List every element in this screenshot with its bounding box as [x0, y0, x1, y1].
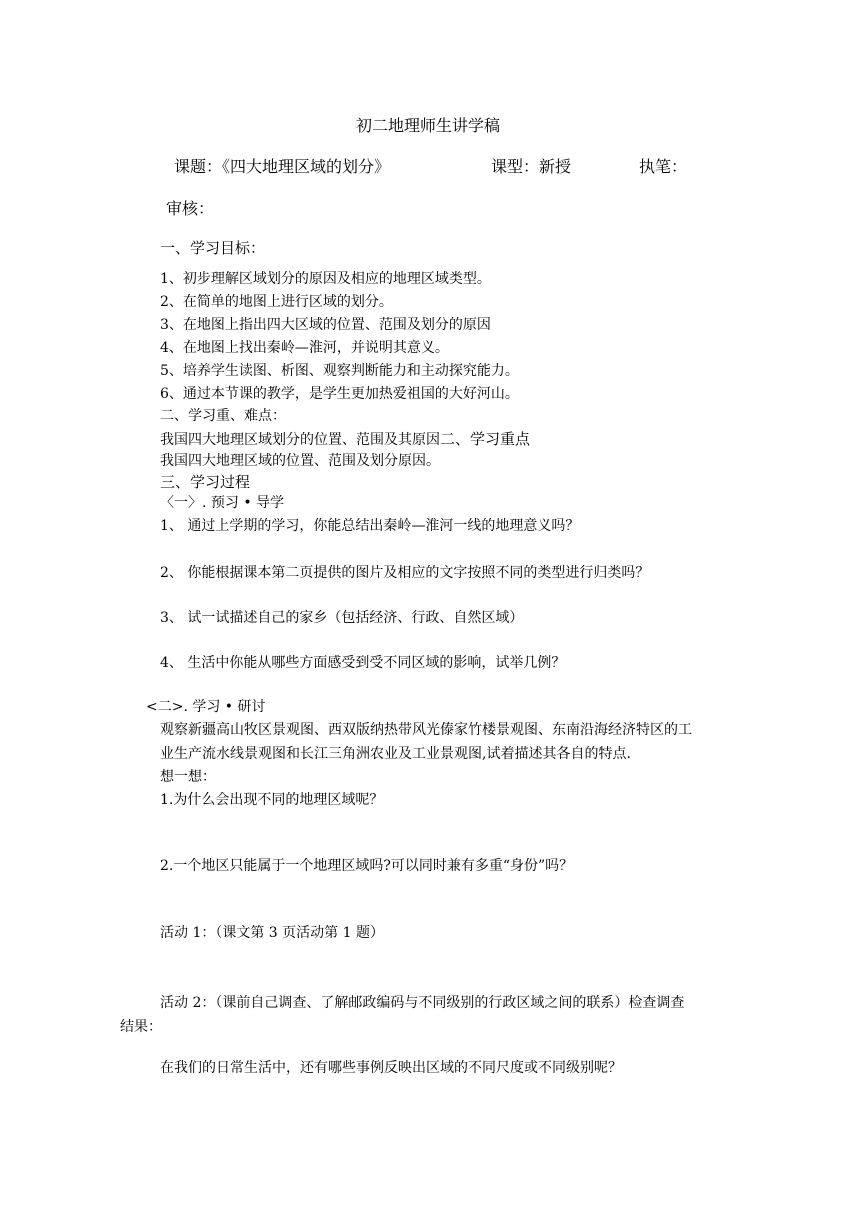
think-question: 1.为什么会出现不同的地理区域呢？ — [160, 792, 384, 808]
objective-item: 2、在简单的地图上进行区域的划分。 — [160, 294, 393, 310]
preview-question: 1、 通过上学期的学习，你能总结出秦岭—淮河一线的地理意义吗？ — [160, 518, 580, 534]
objective-item: 4、在地图上找出秦岭—淮河，并说明其意义。 — [160, 340, 449, 356]
objective-item: 3、在地图上指出四大区域的位置、范围及划分的原因 — [160, 317, 491, 333]
section1-heading: 一、学习目标： — [160, 239, 266, 257]
section2-heading: 二、学习重、难点： — [160, 408, 286, 424]
key-points-text: 我国四大地理区域划分的位置、范围及其原因 — [160, 432, 440, 448]
final-question: 在我们的日常生活中，还有哪些事例反映出区域的不同尺度或不同级别呢？ — [160, 1060, 622, 1076]
key-points-heading: 二、学习重点 — [440, 430, 531, 448]
part2-heading: <二>. 学习 • 研讨 — [146, 699, 266, 715]
activity-2-continued: 结果： — [120, 1019, 162, 1035]
lesson-type: 课型：新授 — [491, 157, 572, 176]
activity-1: 活动 1：（课文第 3 页活动第 1 题） — [160, 925, 384, 941]
objective-item: 6、通过本节课的教学，是学生更加热爱祖国的大好河山。 — [160, 386, 519, 402]
activity-2: 活动 2：（课前自己调查、了解邮政编码与不同级别的行政区域之间的联系）检查调查 — [160, 995, 685, 1011]
part1-heading: 〈一〉. 预习 • 导学 — [160, 495, 285, 511]
think-heading: 想一想： — [160, 769, 216, 785]
observe-text: 观察新疆高山牧区景观图、西双版纳热带风光傣家竹楼景观图、东南沿海经济特区的工 — [160, 722, 692, 738]
think-question: 2.一个地区只能属于一个地理区域吗?可以同时兼有多重“身份”吗？ — [160, 858, 574, 874]
objective-item: 5、培养学生读图、析图、观察判断能力和主动探究能力。 — [160, 363, 519, 379]
reviewer-label: 审核： — [166, 199, 215, 218]
preview-question: 3、 试一试描述自己的家乡（包括经济、行政、自然区域） — [160, 610, 524, 626]
key-points-line — [160, 429, 530, 449]
observe-text: 业生产流水线景观图和长江三角洲农业及工业景观图,试着描述其各自的特点. — [160, 746, 631, 762]
objective-item: 1、初步理解区域划分的原因及相应的地理区域类型。 — [160, 271, 491, 287]
section3-heading: 三、学习过程 — [160, 473, 251, 491]
topic-line: 课题：《四大地理区域的划分》 — [174, 157, 391, 176]
difficult-points-line: 我国四大地理区域的位置、范围及划分原因。 — [160, 453, 440, 469]
preview-question: 2、 你能根据课本第二页提供的图片及相应的文字按照不同的类型进行归类吗？ — [160, 565, 650, 581]
writer-label: 执笔： — [639, 157, 688, 176]
preview-question: 4、 生活中你能从哪些方面感受到受不同区域的影响，试举几例？ — [160, 655, 566, 671]
page-title: 初二地理师生讲学稿 — [356, 116, 501, 135]
